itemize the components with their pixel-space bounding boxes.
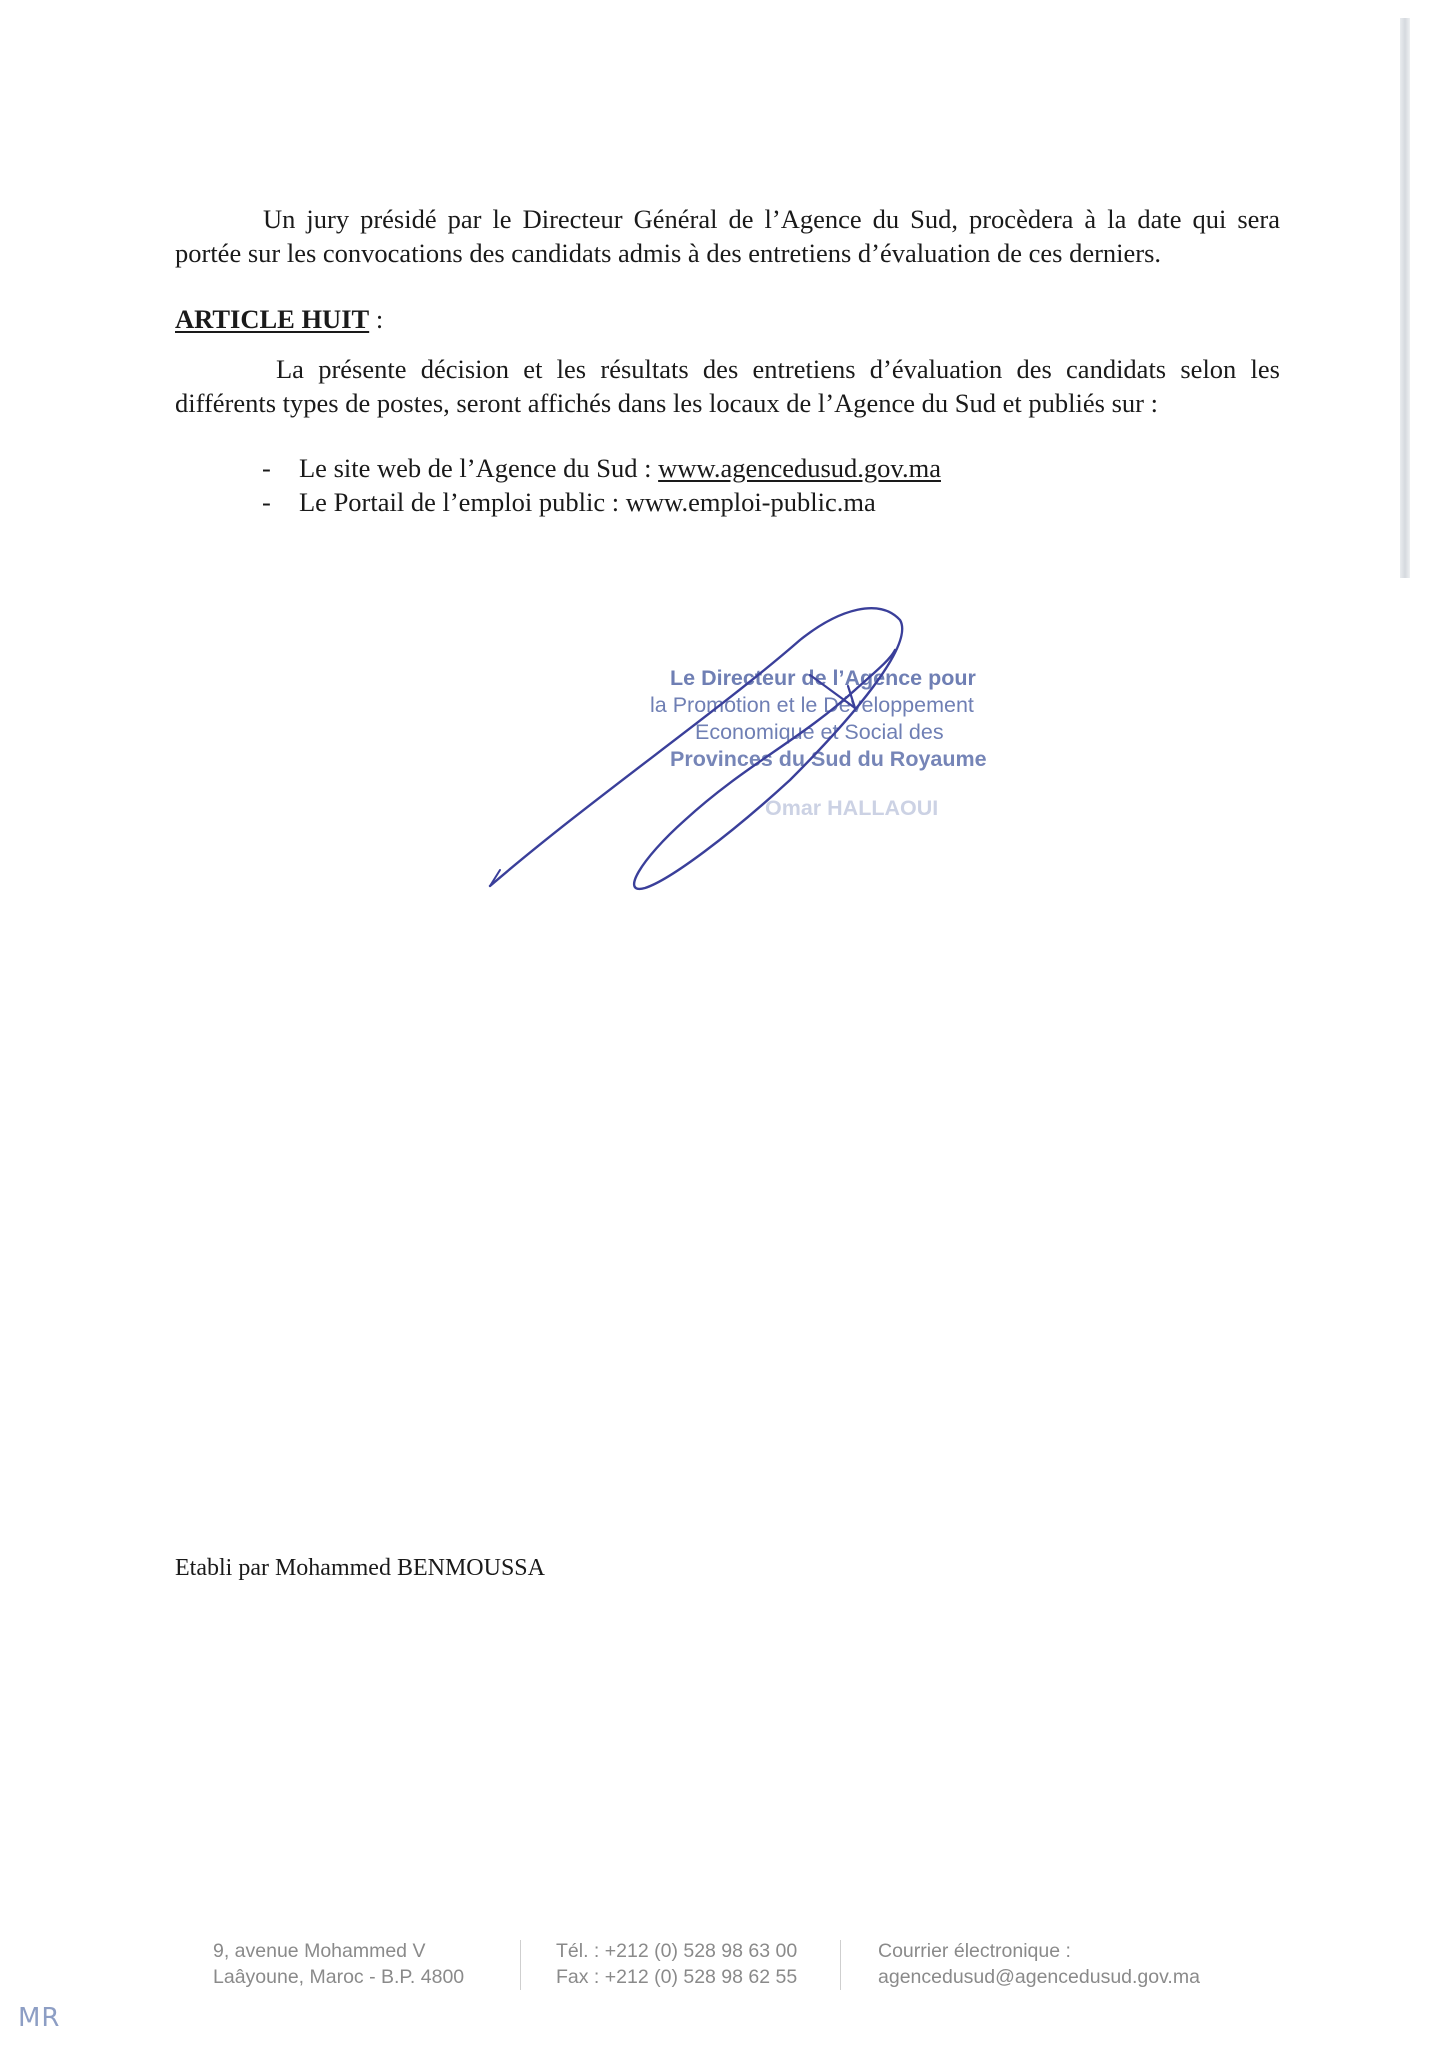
- article-heading-colon: :: [369, 304, 384, 334]
- footer-fax: Fax : +212 (0) 528 98 62 55: [556, 1966, 798, 1988]
- established-by: Etabli par Mohammed BENMOUSSA: [175, 1555, 545, 1581]
- footer-divider: [840, 1940, 841, 1990]
- footer-address-line: Laâyoune, Maroc - B.P. 4800: [213, 1966, 465, 1988]
- footer-address: [213, 1938, 464, 1990]
- signature-graphic: [470, 590, 1030, 910]
- publication-list: [262, 451, 941, 519]
- list-dash: -: [262, 453, 271, 483]
- stamp-line: Economique et Social des: [695, 720, 944, 744]
- agence-website-link[interactable]: www.agencedusud.gov.ma: [658, 453, 941, 483]
- footer-tel: Tél. : +212 (0) 528 98 63 00: [556, 1940, 798, 1962]
- list-item: [262, 485, 941, 519]
- stamp-line: la Promotion et le Développement: [650, 693, 974, 717]
- scan-edge-shadow: [1400, 18, 1410, 578]
- list-item-label: Le site web de l’Agence du Sud :: [299, 453, 659, 483]
- footer-address-line: 9, avenue Mohammed V: [213, 1940, 426, 1962]
- footer-email-label: Courrier électronique :: [878, 1940, 1071, 1962]
- footer-divider: [520, 1940, 521, 1990]
- footer-phone: [556, 1938, 797, 1990]
- article-heading-text: ARTICLE HUIT: [175, 304, 370, 334]
- paragraph-jury: Un jury présidé par le Directeur Général de l’Agence du Sud, procèdera à la date qui sera portée sur les convocations des candidats admis à des entretiens d’évaluation de ces derniers.: [175, 204, 1280, 268]
- list-dash: -: [262, 487, 271, 517]
- emploi-public-link[interactable]: www.emploi-public.ma: [625, 487, 876, 517]
- article-heading: [175, 302, 383, 336]
- stamp-line: Provinces du Sud du Royaume: [670, 747, 987, 771]
- handwritten-initials: MR: [18, 2003, 61, 2033]
- list-item: [262, 451, 941, 485]
- footer-email-address[interactable]: agencedusud@agencedusud.gov.ma: [878, 1966, 1200, 1988]
- stamp-name: Omar HALLAOUI: [765, 796, 939, 820]
- footer-email: [878, 1938, 1200, 1990]
- list-item-label: Le Portail de l’emploi public :: [299, 487, 626, 517]
- stamp-line: Le Directeur de l’Agence pour: [670, 666, 976, 690]
- paragraph-publication: La présente décision et les résultats des entretiens d’évaluation des candidats selon les différents types de postes, seront affichés dans les locaux de l’Agence du Sud et publiés sur :: [175, 354, 1280, 418]
